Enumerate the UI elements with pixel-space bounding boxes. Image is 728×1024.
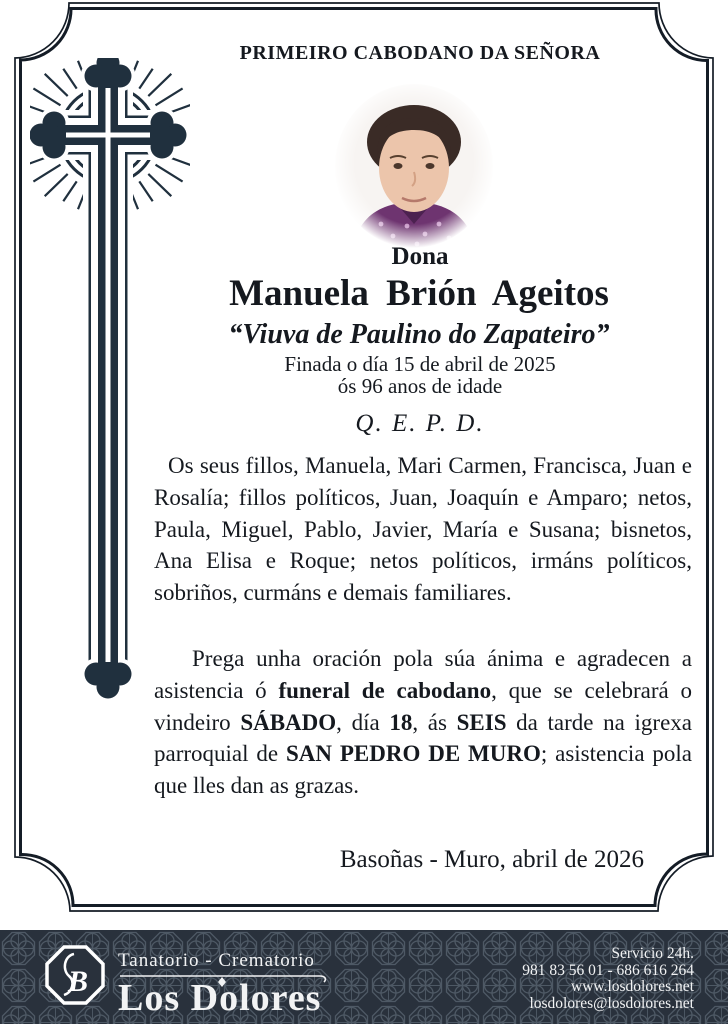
invitation-bold-day: SÁBADO (240, 709, 337, 735)
invitation-paragraph (154, 643, 692, 802)
email: losdolores@losdolores.net (529, 994, 694, 1012)
invitation-bold-date: 18 (389, 709, 413, 735)
service-hours: Servicio 24h. (611, 945, 694, 962)
place-date-signoff: Basoñas - Muro, abril de 2026 (339, 846, 644, 873)
svg-text:B: B (68, 965, 89, 998)
invitation-text: , día (336, 709, 390, 735)
website: www.losdolores.net (571, 978, 694, 995)
invitation-bold-hour: SEIS (456, 709, 507, 735)
footer-tagline: Tanatorio - Crematorio (118, 950, 315, 971)
footer-contact-block (522, 946, 694, 1012)
honorific: Dona (391, 243, 449, 270)
invitation-bold-funeral: funeral de cabodano (278, 677, 492, 703)
family-paragraph: Os seus fillos, Manuela, Mari Carmen, Francisca, Juan e Rosalía; fillos políticos, Juan, Joaquín e Amparo; netos, Paula, Miguel, Pablo, Javier, María e Susana; bisnetos, Ana Elisa e Roque; netos políticos, irmáns políticos, sobriños, curmáns e demais familiares. (154, 453, 692, 606)
invitation-text: Prega unha oración pola súa ánima e agradecen a asistencia ó (154, 646, 692, 703)
invitation-text: ; asistencia pola que lles dan as grazas. (154, 741, 692, 799)
deceased-name: Manuela Brión Ageitos (229, 273, 609, 314)
rip-abbreviation: Q. E. P. D. (355, 410, 485, 437)
octagon-monogram-icon (44, 944, 106, 1006)
deceased-epithet: “Viuva de Paulino do Zapateiro” (228, 319, 610, 350)
invitation-text: , ás (412, 709, 457, 735)
age-line: ós 96 anos de idade (337, 374, 503, 398)
page-title: PRIMEIRO CABODANO DA SEÑORA (239, 42, 601, 64)
invitation-bold-parish: SAN PEDRO DE MURO (285, 741, 541, 767)
funeral-home-brand: Los Dolores (118, 977, 322, 1019)
funeral-home-footer (0, 930, 728, 1024)
invitation-text: da tarde na igrexa parroquial de (154, 709, 692, 767)
invitation-text: , que se celebrará o vindeiro (154, 677, 693, 735)
phone-numbers: 981 83 56 01 - 686 616 264 (522, 961, 694, 979)
deceased-portrait (333, 84, 495, 250)
death-date-line: Finada o día 15 de abril de 2025 (284, 352, 556, 376)
